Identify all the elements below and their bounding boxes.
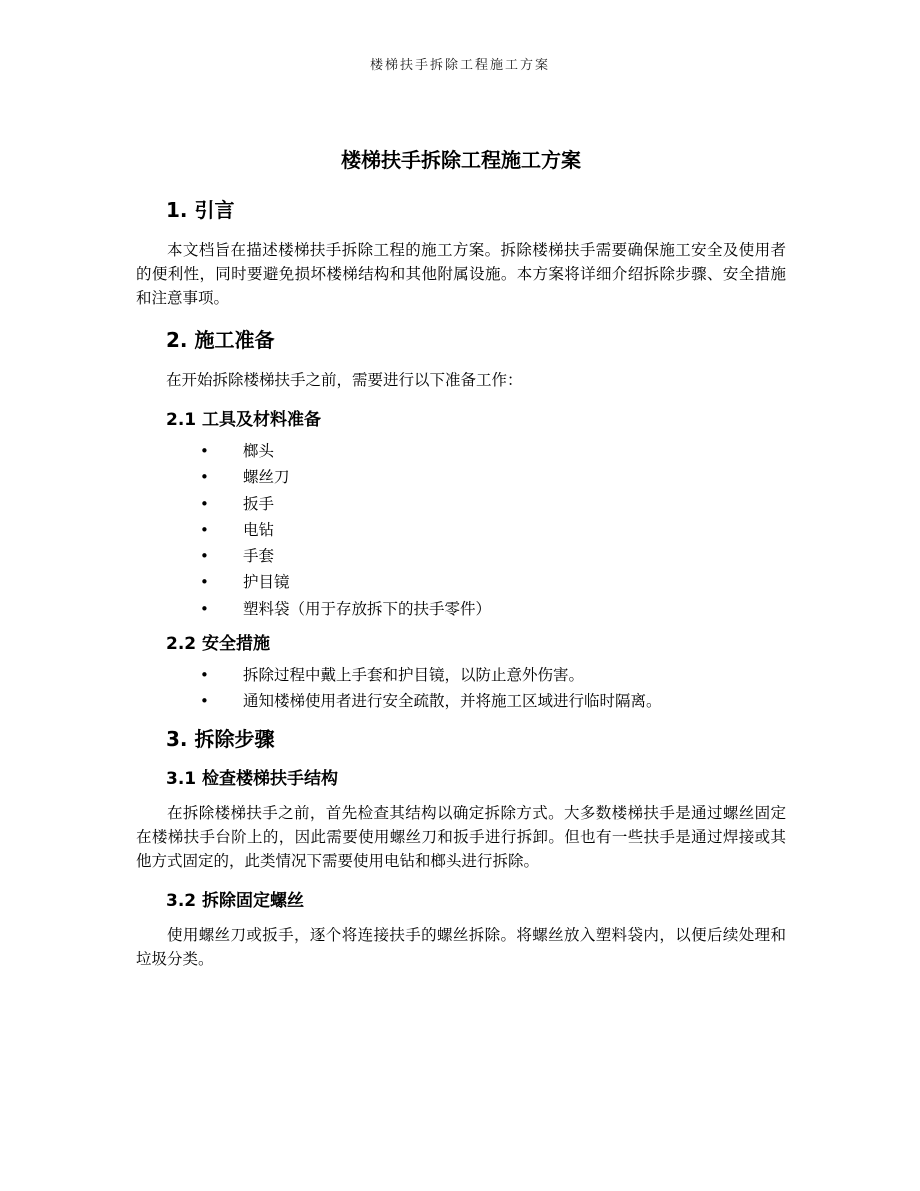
list-item: • 塑料袋（用于存放拆下的扶手零件）	[136, 596, 786, 622]
section-heading: 2. 施工准备	[166, 328, 275, 352]
list-item: • 拆除过程中戴上手套和护目镜，以防止意外伤害。	[136, 662, 786, 688]
subsection-heading: 2.1 工具及材料准备	[166, 410, 322, 430]
bullet-icon: •	[200, 666, 209, 685]
list-item: • 榔头	[136, 438, 786, 464]
list-item: • 护目镜	[136, 569, 786, 595]
section-removal-steps	[136, 725, 786, 971]
bullet-icon: •	[200, 520, 209, 539]
bullet-icon: •	[200, 468, 209, 487]
tools-list	[136, 438, 786, 622]
paragraph: 本文档旨在描述楼梯扶手拆除工程的施工方案。拆除楼梯扶手需要确保施工安全及使用者的便利性，同时要避免损坏楼梯结构和其他附属设施。本方案将详细介绍拆除步骤、安全措施和注意事项。	[136, 241, 786, 307]
safety-list	[136, 662, 786, 715]
list-item: • 螺丝刀	[136, 464, 786, 490]
running-header: 楼梯扶手拆除工程施工方案	[369, 58, 550, 73]
document-body	[136, 140, 786, 987]
paragraph: 在开始拆除楼梯扶手之前，需要进行以下准备工作：	[166, 371, 523, 389]
section-heading: 1. 引言	[166, 198, 235, 222]
subsection-heading: 3.1 检查楼梯扶手结构	[166, 768, 339, 789]
subsection-heading: 3.2 拆除固定螺丝	[166, 890, 305, 911]
paragraph: 在拆除楼梯扶手之前，首先检查其结构以确定拆除方式。大多数楼梯扶手是通过螺丝固定在楼梯扶手台阶上的，因此需要使用螺丝刀和扳手进行拆卸。但也有一些扶手是通过焊接或其他方式固定的，此类情况下需要使用电钻和榔头进行拆除。	[136, 803, 786, 870]
section-preparation	[136, 326, 786, 715]
list-item: • 通知楼梯使用者进行安全疏散，并将施工区域进行临时隔离。	[136, 688, 786, 714]
bullet-icon: •	[200, 547, 209, 566]
bullet-icon: •	[200, 692, 209, 711]
bullet-icon: •	[200, 599, 209, 618]
bullet-icon: •	[200, 442, 209, 460]
section-introduction	[136, 196, 786, 310]
bullet-icon: •	[200, 573, 209, 592]
document-title: 楼梯扶手拆除工程施工方案	[341, 148, 581, 172]
list-item: • 扳手	[136, 491, 786, 517]
list-item: • 手套	[136, 543, 786, 569]
list-item: • 电钻	[136, 517, 786, 543]
paragraph: 使用螺丝刀或扳手，逐个将连接扶手的螺丝拆除。将螺丝放入塑料袋内，以便后续处理和垃圾分类。	[136, 925, 786, 968]
bullet-icon: •	[200, 494, 209, 513]
subsection-heading: 2.2 安全措施	[166, 634, 271, 655]
section-heading: 3. 拆除步骤	[166, 726, 275, 751]
